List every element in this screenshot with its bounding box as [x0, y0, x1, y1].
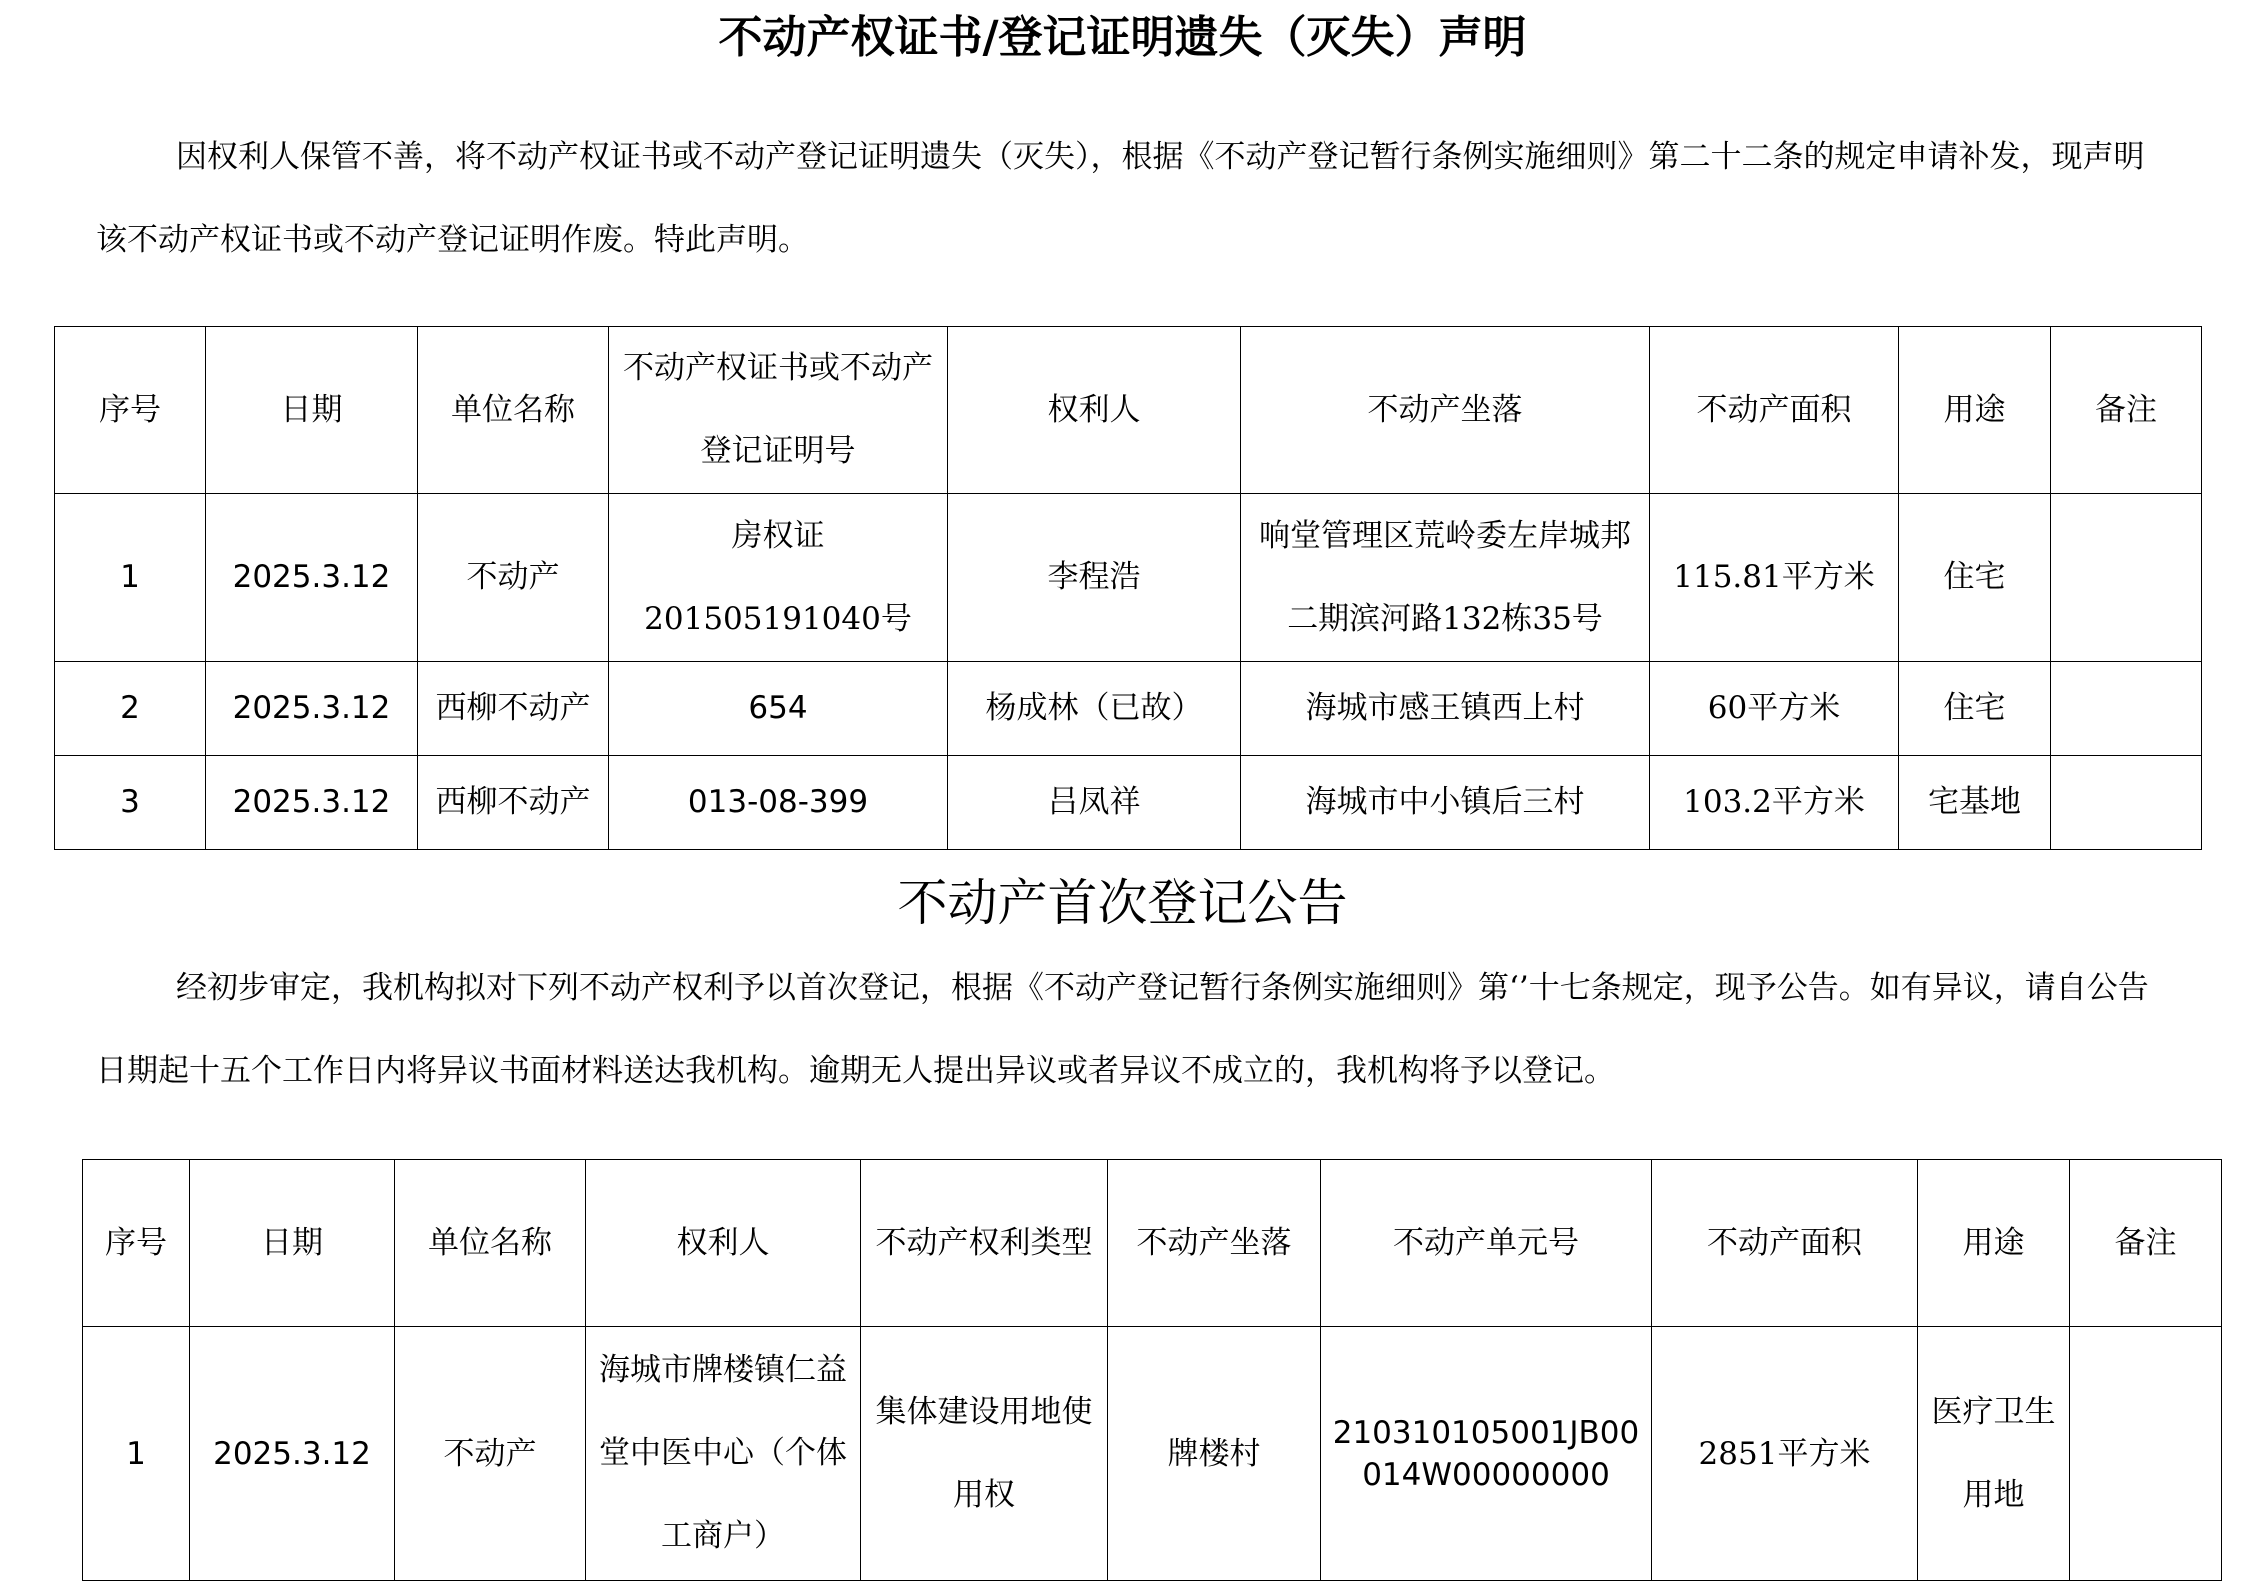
header-cell: 序号: [55, 327, 206, 494]
table-cell: 集体建设用地使用权: [861, 1327, 1108, 1581]
header-cell: 日期: [206, 327, 418, 494]
table-cell: [2070, 1327, 2222, 1581]
table-cell: 宅基地: [1899, 756, 2051, 850]
table-cell: 1: [83, 1327, 190, 1581]
table-cell: 不动产: [395, 1327, 586, 1581]
table-cell: 李程浩: [948, 494, 1241, 662]
table-cell: 海城市中小镇后三村: [1241, 756, 1650, 850]
table-cell: [2051, 662, 2202, 756]
table-cell: 房权证201505191040号: [609, 494, 948, 662]
table-cell: 2025.3.12: [206, 662, 418, 756]
table-cell: 西柳不动产: [418, 756, 609, 850]
header-cell: 不动产面积: [1652, 1160, 1918, 1327]
table-row: [55, 756, 2202, 850]
table-row: [55, 662, 2202, 756]
table-cell: 不动产: [418, 494, 609, 662]
table-cell: 2: [55, 662, 206, 756]
table-cell: 654: [609, 662, 948, 756]
table-cell: 2851平方米: [1652, 1327, 1918, 1581]
notice1-paragraph: 因权利人保管不善，将不动产权证书或不动产登记证明遗失（灭失），根据《不动产登记暂行条例实施细则》第二十二条的规定申请补发，现声明该不动产权证书或不动产登记证明作废。特此声明。: [96, 139, 2145, 258]
table-cell: 吕凤祥: [948, 756, 1241, 850]
table-cell: 103.2平方米: [1650, 756, 1899, 850]
header-cell: 权利人: [948, 327, 1241, 494]
header-cell: 序号: [83, 1160, 190, 1327]
header-cell: 不动产权利类型: [861, 1160, 1108, 1327]
notice2-paragraph: 经初步审定，我机构拟对下列不动产权利予以首次登记，根据《不动产登记暂行条例实施细则》第‘’十七条规定，现予公告。如有异议，请自公告日期起十五个工作日内将异议书面材料送达我机构。逾期无人提出异议或者异议不成立的，我机构将予以登记。: [96, 970, 2149, 1089]
table-cell: 2025.3.12: [206, 494, 418, 662]
header-cell: 日期: [190, 1160, 395, 1327]
header-cell: 备注: [2070, 1160, 2222, 1327]
table-row: [55, 494, 2202, 662]
table-cell: 住宅: [1899, 662, 2051, 756]
table-cell: 3: [55, 756, 206, 850]
table-cell: [2051, 494, 2202, 662]
table-cell: 海城市感王镇西上村: [1241, 662, 1650, 756]
header-cell: 不动产权证书或不动产登记证明号: [609, 327, 948, 494]
header-cell: 用途: [1918, 1160, 2070, 1327]
table-cell: 海城市牌楼镇仁益堂中医中心（个体工商户）: [586, 1327, 861, 1581]
header-cell: 权利人: [586, 1160, 861, 1327]
notice1-table: [54, 326, 2202, 850]
table-cell: 115.81平方米: [1650, 494, 1899, 662]
table-cell: 牌楼村: [1108, 1327, 1321, 1581]
table-cell: 60平方米: [1650, 662, 1899, 756]
table-cell: 响堂管理区荒岭委左岸城邦二期滨河路132栋35号: [1241, 494, 1650, 662]
header-cell: 用途: [1899, 327, 2051, 494]
table-header-row: [83, 1160, 2222, 1327]
header-cell: 不动产单元号: [1321, 1160, 1652, 1327]
header-cell: 单位名称: [418, 327, 609, 494]
table-cell: 210310105001JB00014W00000000: [1321, 1327, 1652, 1581]
header-cell: 不动产面积: [1650, 327, 1899, 494]
table-cell: 2025.3.12: [190, 1327, 395, 1581]
notice2-title: 不动产首次登记公告: [897, 874, 1348, 932]
notice2-table: [82, 1159, 2222, 1581]
table-cell: 住宅: [1899, 494, 2051, 662]
table-cell: 医疗卫生用地: [1918, 1327, 2070, 1581]
table-cell: [2051, 756, 2202, 850]
table-cell: 杨成林（已故）: [948, 662, 1241, 756]
header-cell: 不动产坐落: [1108, 1160, 1321, 1327]
table-cell: 013-08-399: [609, 756, 948, 850]
table-cell: 西柳不动产: [418, 662, 609, 756]
table-header-row: [55, 327, 2202, 494]
notice1-title: 不动产权证书/登记证明遗失（灭失）声明: [718, 12, 1527, 63]
header-cell: 单位名称: [395, 1160, 586, 1327]
table-cell: 2025.3.12: [206, 756, 418, 850]
table-row: [83, 1327, 2222, 1581]
table-cell: 1: [55, 494, 206, 662]
header-cell: 不动产坐落: [1241, 327, 1650, 494]
header-cell: 备注: [2051, 327, 2202, 494]
